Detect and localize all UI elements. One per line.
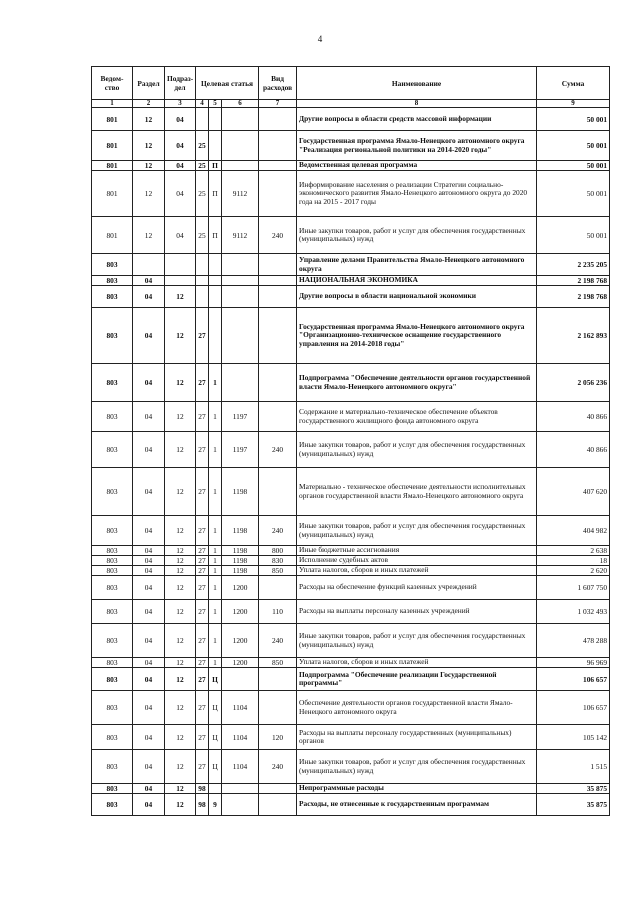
subprogram-code-cell: 1 [209,658,222,668]
section-cell: 12 [133,161,165,171]
table-row [92,364,610,402]
table-row [92,402,610,432]
subprogram-code-cell: 1 [209,600,222,624]
subsection-cell: 12 [165,624,196,658]
amount-cell: 2 620 [537,566,610,576]
section-cell: 12 [133,171,165,217]
direction-code-cell [222,784,259,794]
direction-code-cell [222,286,259,308]
section-cell: 12 [133,108,165,131]
direction-code-cell: 1197 [222,402,259,432]
direction-code-cell [222,364,259,402]
program-code-cell: 98 [196,794,209,816]
subsection-cell: 12 [165,402,196,432]
name-cell: Уплата налогов, сборов и иных платежей [297,566,537,576]
direction-code-cell: 1200 [222,600,259,624]
section-cell: 04 [133,432,165,468]
section-cell: 04 [133,402,165,432]
subprogram-code-cell: 1 [209,516,222,546]
department-cell: 801 [92,131,133,161]
amount-cell: 50 001 [537,131,610,161]
expense-type-cell [259,784,297,794]
name-cell: Расходы на выплаты персоналу казенных учреждений [297,600,537,624]
amount-cell: 404 982 [537,516,610,546]
expense-type-cell: 110 [259,600,297,624]
column-number: 6 [222,100,259,108]
department-cell: 803 [92,308,133,364]
table-row [92,432,610,468]
direction-code-cell [222,794,259,816]
direction-code-cell: 1104 [222,750,259,784]
expense-type-cell [259,286,297,308]
department-cell: 801 [92,171,133,217]
section-cell: 04 [133,750,165,784]
direction-code-cell: 1198 [222,546,259,556]
section-cell: 12 [133,131,165,161]
department-cell: 803 [92,286,133,308]
name-cell: Непрограммные расходы [297,784,537,794]
table-row [92,784,610,794]
name-cell: Иные бюджетные ассигнования [297,546,537,556]
direction-code-cell: 1200 [222,624,259,658]
column-number-row [92,100,610,108]
column-number: 8 [297,100,537,108]
expense-type-cell [259,668,297,691]
subprogram-code-cell: 1 [209,364,222,402]
section-cell: 04 [133,658,165,668]
department-cell: 803 [92,725,133,750]
department-cell: 803 [92,658,133,668]
program-code-cell: 27 [196,364,209,402]
section-cell [133,254,165,276]
amount-cell: 96 969 [537,658,610,668]
program-code-cell [196,108,209,131]
direction-code-cell: 9112 [222,217,259,254]
direction-code-cell [222,254,259,276]
table-row [92,131,610,161]
name-cell: Подпрограмма "Обеспечение реализации Государственной программы" [297,668,537,691]
name-cell: Иные закупки товаров, работ и услуг для обеспечения государственных (муниципальных) нужд [297,750,537,784]
table-row [92,794,610,816]
expense-type-cell [259,171,297,217]
subprogram-code-cell [209,276,222,286]
section-cell: 04 [133,576,165,600]
subsection-cell: 12 [165,725,196,750]
program-code-cell: 27 [196,600,209,624]
program-code-cell: 27 [196,658,209,668]
amount-cell: 407 620 [537,468,610,516]
section-cell: 04 [133,784,165,794]
subsection-cell: 12 [165,750,196,784]
name-cell: Обеспечение деятельности органов государственной власти Ямало-Ненецкого автономного округа [297,691,537,725]
amount-cell: 106 657 [537,668,610,691]
department-cell: 803 [92,691,133,725]
page-number: 4 [317,34,323,44]
direction-code-cell: 1104 [222,725,259,750]
table-row [92,556,610,566]
amount-cell: 35 875 [537,794,610,816]
expense-type-cell: 240 [259,516,297,546]
program-code-cell: 27 [196,750,209,784]
subsection-cell [165,276,196,286]
name-cell: Иные закупки товаров, работ и услуг для обеспечения государственных (муниципальных) нужд [297,217,537,254]
program-code-cell: 27 [196,546,209,556]
amount-cell: 2 235 205 [537,254,610,276]
department-cell: 803 [92,784,133,794]
subsection-cell: 12 [165,308,196,364]
column-number: 5 [209,100,222,108]
subsection-cell: 12 [165,691,196,725]
section-cell: 04 [133,286,165,308]
direction-code-cell: 1200 [222,658,259,668]
section-cell: 12 [133,217,165,254]
name-cell: Содержание и материально-техническое обеспечение объектов государственного жилищного фонда автономного округа [297,402,537,432]
column-number: 1 [92,100,133,108]
direction-code-cell [222,276,259,286]
department-cell: 803 [92,576,133,600]
expense-type-cell: 850 [259,566,297,576]
name-cell: Ведомственная целевая программа [297,161,537,171]
table-row [92,308,610,364]
program-code-cell [196,254,209,276]
amount-cell: 50 001 [537,171,610,217]
department-cell: 803 [92,254,133,276]
section-cell: 04 [133,691,165,725]
subprogram-code-cell [209,784,222,794]
amount-cell: 2 162 893 [537,308,610,364]
expense-type-cell [259,364,297,402]
subsection-cell: 04 [165,161,196,171]
column-number: 3 [165,100,196,108]
department-cell: 803 [92,624,133,658]
subsection-cell: 12 [165,784,196,794]
amount-cell: 2 198 768 [537,276,610,286]
expense-type-cell [259,468,297,516]
column-number: 9 [537,100,610,108]
table-row [92,468,610,516]
program-code-cell: 25 [196,161,209,171]
column-number: 2 [133,100,165,108]
name-cell: Другие вопросы в области средств массовой информации [297,108,537,131]
amount-cell: 106 657 [537,691,610,725]
program-code-cell: 27 [196,668,209,691]
section-cell: 04 [133,546,165,556]
amount-cell: 40 866 [537,402,610,432]
table-row [92,750,610,784]
subprogram-code-cell: 1 [209,432,222,468]
subprogram-code-cell [209,108,222,131]
name-cell: Подпрограмма "Обеспечение деятельности органов государственной власти Ямало-Ненецкого автономного округа" [297,364,537,402]
subsection-cell: 12 [165,556,196,566]
program-code-cell: 27 [196,516,209,546]
program-code-cell: 27 [196,691,209,725]
section-cell: 04 [133,516,165,546]
subprogram-code-cell: Ц [209,668,222,691]
table-row [92,286,610,308]
expense-type-cell: 850 [259,658,297,668]
amount-cell: 50 001 [537,217,610,254]
subsection-cell: 12 [165,794,196,816]
expense-type-cell [259,161,297,171]
column-number: 7 [259,100,297,108]
name-cell: Иные закупки товаров, работ и услуг для обеспечения государственных (муниципальных) нужд [297,624,537,658]
expense-type-cell [259,254,297,276]
direction-code-cell: 1200 [222,576,259,600]
name-cell: Расходы на обеспечение функций казенных учреждений [297,576,537,600]
direction-code-cell: 1198 [222,516,259,546]
department-cell: 803 [92,364,133,402]
direction-code-cell [222,668,259,691]
header-section: Раздел [133,67,165,100]
department-cell: 803 [92,566,133,576]
section-cell: 04 [133,624,165,658]
subsection-cell [165,254,196,276]
program-code-cell [196,286,209,308]
subsection-cell: 12 [165,658,196,668]
program-code-cell: 27 [196,468,209,516]
name-cell: Расходы на выплаты персоналу государственных (муниципальных) органов [297,725,537,750]
subprogram-code-cell: 1 [209,556,222,566]
direction-code-cell [222,161,259,171]
expense-type-cell: 240 [259,750,297,784]
program-code-cell: 98 [196,784,209,794]
name-cell: Иные закупки товаров, работ и услуг для обеспечения государственных (муниципальных) нужд [297,516,537,546]
table-row [92,108,610,131]
subsection-cell: 12 [165,546,196,556]
table-row [92,725,610,750]
direction-code-cell: 1198 [222,468,259,516]
subprogram-code-cell [209,308,222,364]
expense-type-cell [259,691,297,725]
department-cell: 803 [92,276,133,286]
department-cell: 801 [92,161,133,171]
department-cell: 801 [92,108,133,131]
subsection-cell: 04 [165,131,196,161]
department-cell: 803 [92,546,133,556]
subprogram-code-cell: П [209,217,222,254]
department-cell: 803 [92,750,133,784]
subprogram-code-cell: Ц [209,725,222,750]
department-cell: 803 [92,556,133,566]
section-cell: 04 [133,364,165,402]
name-cell: Другие вопросы в области национальной экономики [297,286,537,308]
program-code-cell: 25 [196,131,209,161]
table-row [92,276,610,286]
program-code-cell: 25 [196,217,209,254]
amount-cell: 2 198 768 [537,286,610,308]
subsection-cell: 12 [165,600,196,624]
expense-type-cell: 800 [259,546,297,556]
table-row [92,691,610,725]
subprogram-code-cell: 1 [209,402,222,432]
direction-code-cell [222,108,259,131]
header-subsection: Подраз-дел [165,67,196,100]
direction-code-cell: 1198 [222,566,259,576]
amount-cell: 50 001 [537,108,610,131]
expense-type-cell [259,276,297,286]
section-cell: 04 [133,308,165,364]
expense-type-cell [259,576,297,600]
subsection-cell: 12 [165,468,196,516]
amount-cell: 1 032 493 [537,600,610,624]
subsection-cell: 12 [165,364,196,402]
subprogram-code-cell: 1 [209,546,222,556]
subsection-cell: 12 [165,286,196,308]
table-row [92,217,610,254]
program-code-cell: 27 [196,402,209,432]
direction-code-cell: 9112 [222,171,259,217]
table-row [92,576,610,600]
direction-code-cell: 1198 [222,556,259,566]
header-row [92,67,610,100]
subprogram-code-cell: П [209,161,222,171]
direction-code-cell [222,131,259,161]
name-cell: Уплата налогов, сборов и иных платежей [297,658,537,668]
subsection-cell: 04 [165,217,196,254]
direction-code-cell: 1104 [222,691,259,725]
subprogram-code-cell: 1 [209,576,222,600]
expense-type-cell [259,402,297,432]
name-cell: Государственная программа Ямало-Ненецкого автономного округа "Реализация региональной политики на 2014-2020 годы" [297,131,537,161]
expense-type-cell: 830 [259,556,297,566]
subprogram-code-cell: 1 [209,624,222,658]
name-cell: Государственная программа Ямало-Ненецкого автономного округа "Организационно-техническое оснащение государственного управления на 2014-2018 годы" [297,308,537,364]
department-cell: 803 [92,468,133,516]
table-row [92,171,610,217]
subsection-cell: 12 [165,516,196,546]
program-code-cell: 27 [196,576,209,600]
subsection-cell: 12 [165,432,196,468]
name-cell: Управление делами Правительства Ямало-Ненецкого автономного округа [297,254,537,276]
amount-cell: 50 001 [537,161,610,171]
subsection-cell: 12 [165,668,196,691]
department-cell: 803 [92,794,133,816]
name-cell: Материально - техническое обеспечение деятельности исполнительных органов государственной власти Ямало-Ненецкого автономного округа [297,468,537,516]
header-amount: Сумма [537,67,610,100]
subprogram-code-cell: 9 [209,794,222,816]
department-cell: 801 [92,217,133,254]
subprogram-code-cell [209,131,222,161]
name-cell: Информирование населения о реализации Стратегии социально-экономического развития Ямало-Ненецкого автономного округа до 2020 года на 2015 - 2017 годы [297,171,537,217]
program-code-cell: 25 [196,171,209,217]
subprogram-code-cell [209,254,222,276]
amount-cell: 2 056 236 [537,364,610,402]
program-code-cell: 27 [196,432,209,468]
expense-type-cell [259,308,297,364]
amount-cell: 1 515 [537,750,610,784]
table-row [92,566,610,576]
section-cell: 04 [133,556,165,566]
table-row [92,161,610,171]
table-row [92,658,610,668]
program-code-cell: 27 [196,725,209,750]
column-number: 4 [196,100,209,108]
amount-cell: 2 638 [537,546,610,556]
amount-cell: 35 875 [537,784,610,794]
direction-code-cell [222,308,259,364]
table-row [92,600,610,624]
name-cell: Иные закупки товаров, работ и услуг для обеспечения государственных (муниципальных) нужд [297,432,537,468]
name-cell: Исполнение судебных актов [297,556,537,566]
name-cell: Расходы, не отнесенные к государственным программам [297,794,537,816]
program-code-cell: 27 [196,624,209,658]
program-code-cell: 27 [196,308,209,364]
subprogram-code-cell: Ц [209,691,222,725]
department-cell: 803 [92,516,133,546]
direction-code-cell: 1197 [222,432,259,468]
subprogram-code-cell: 1 [209,566,222,576]
department-cell: 803 [92,432,133,468]
section-cell: 04 [133,725,165,750]
table-row [92,668,610,691]
section-cell: 04 [133,794,165,816]
expense-type-cell [259,131,297,161]
name-cell: НАЦИОНАЛЬНАЯ ЭКОНОМИКА [297,276,537,286]
department-cell: 803 [92,668,133,691]
table-row [92,546,610,556]
subprogram-code-cell: 1 [209,468,222,516]
program-code-cell [196,276,209,286]
header-name: Наименование [297,67,537,100]
table-row [92,254,610,276]
department-cell: 803 [92,402,133,432]
section-cell: 04 [133,668,165,691]
section-cell: 04 [133,468,165,516]
amount-cell: 105 142 [537,725,610,750]
program-code-cell: 27 [196,556,209,566]
section-cell: 04 [133,566,165,576]
department-cell: 803 [92,600,133,624]
budget-table [91,66,610,816]
amount-cell: 478 288 [537,624,610,658]
program-code-cell: 27 [196,566,209,576]
expense-type-cell: 240 [259,624,297,658]
section-cell: 04 [133,600,165,624]
amount-cell: 40 866 [537,432,610,468]
expense-type-cell: 240 [259,217,297,254]
expense-type-cell: 240 [259,432,297,468]
subsection-cell: 12 [165,566,196,576]
subprogram-code-cell: Ц [209,750,222,784]
subsection-cell: 04 [165,108,196,131]
header-department: Ведом-ство [92,67,133,100]
subsection-cell: 12 [165,576,196,600]
table-row [92,624,610,658]
amount-cell: 1 607 750 [537,576,610,600]
expense-type-cell: 120 [259,725,297,750]
amount-cell: 18 [537,556,610,566]
header-target-article: Целевая статья [196,67,259,100]
subsection-cell: 04 [165,171,196,217]
subprogram-code-cell: П [209,171,222,217]
expense-type-cell [259,108,297,131]
header-expense-type: Вид расходов [259,67,297,100]
section-cell: 04 [133,276,165,286]
table-row [92,516,610,546]
subprogram-code-cell [209,286,222,308]
expense-type-cell [259,794,297,816]
